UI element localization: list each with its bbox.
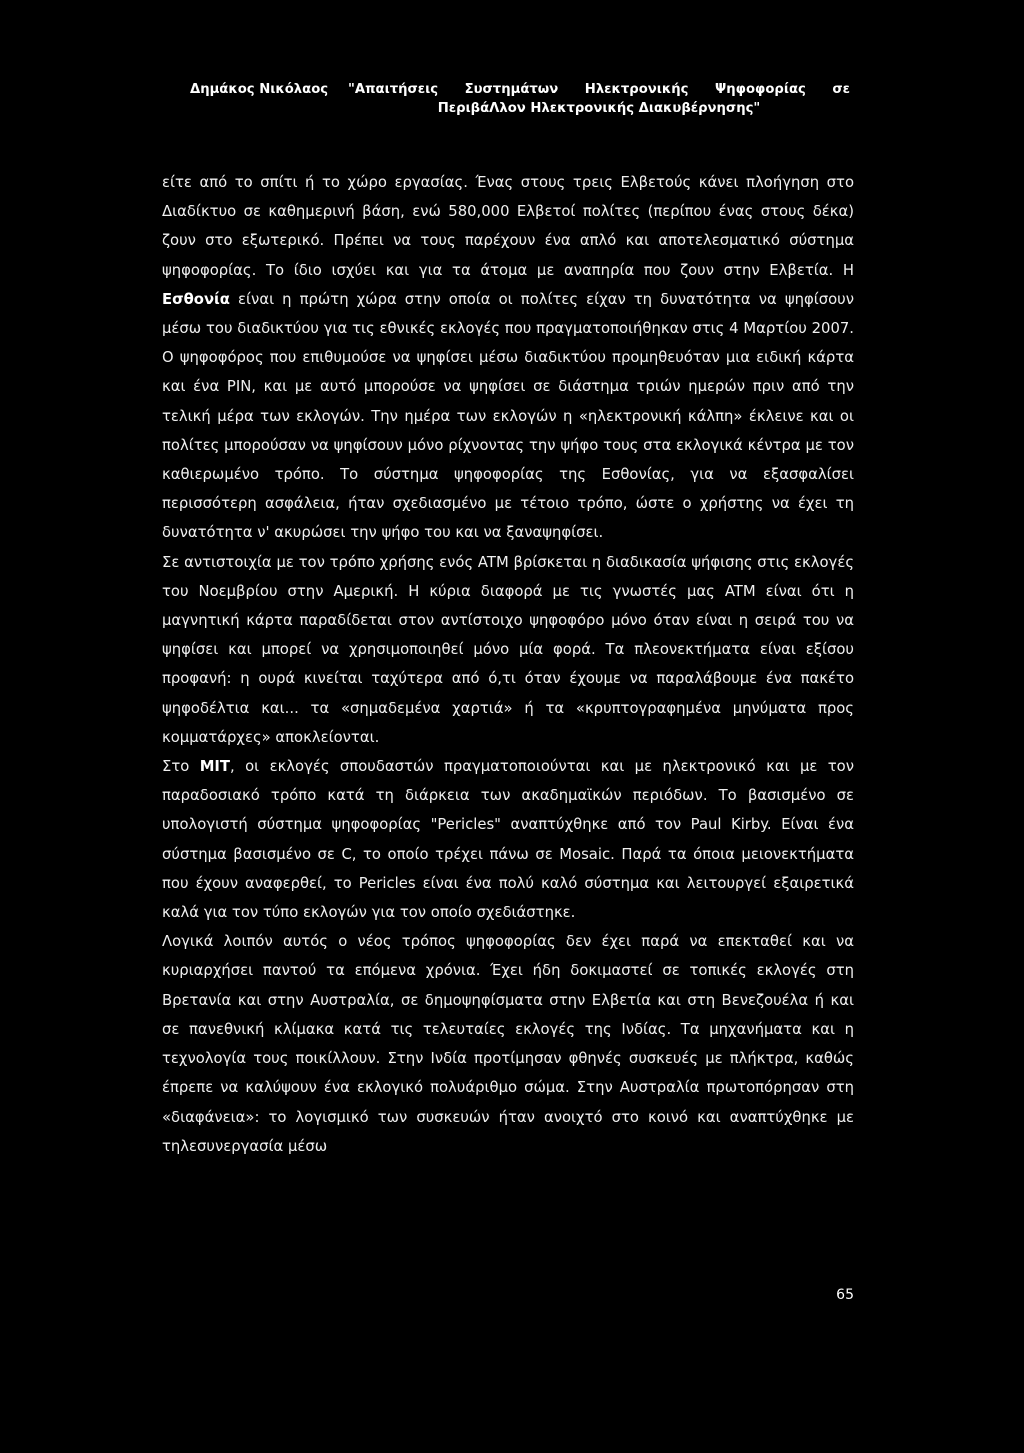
page-number: 65 [836,1287,854,1303]
paragraph-3 [162,752,854,927]
paragraph-1 [162,168,854,548]
header-author: Δημάκος Νικόλαος [190,82,329,97]
bold-term-mit: MIT [199,758,231,776]
paragraph-text: , οι εκλογές σπουδαστών πραγματοποιούνται και με ηλεκτρονικό και με τον παραδοσιακό τρόπο κατά τη διάρκεια των ακαδημαϊκών περιόδων. Το βασισμένο σε υπολογιστή σύστημα ψηφοφορίας "Pericles" αναπτύχθηκε από τον Paul Kirby. Είναι ένα σύστημα βασισμένο σε C, το οποίο τρέχει πάνω σε Mosaic. Παρά τα όποια μειονεκτήματα που έχουν αναφερθεί, το Pericles είναι ένα πολύ καλό σύστημα και λειτουργεί εξαιρετικά καλά για τον τύπο εκλογών για τον οποίο σχεδιάστηκε. [162,758,854,922]
paragraph-text: Σε αντιστοιχία με τον τρόπο χρήσης ενός ATM βρίσκεται η διαδικασία ψήφισης στις εκλογές του Νοεμβρίου στην Αμερική. Η κύρια διαφορά με τις γνωστές μας ATM είναι ότι η μαγνητική κάρτα παραδίδεται στον αντίστοιχο ψηφοφόρο μόνο όταν είναι η σειρά του να ψηφίσει και μπορεί να χρησιμοποιηθεί μόνο μία φορά. Τα πλεονεκτήματα είναι εξίσου προφανή: η ουρά κινείται ταχύτερα από ό,τι όταν έχουμε να παραλάβουμε ένα πακέτο ψηφοδέλτια και... τα «σημαδεμένα χαρτιά» ή τα «κρυπτογραφημένα μηνύματα προς κομματάρχες» αποκλείονται. [162,553,854,746]
paragraph-text: είναι η πρώτη χώρα στην οποία οι πολίτες είχαν τη δυνατότητα να ψηφίσουν μέσω του διαδικτύου για τις εθνικές εκλογές που πραγματοποιήθηκαν στις 4 Μαρτίου 2007. Ο ψηφοφόρος που επιθυμούσε να ψηφίσει μέσω διαδικτύου προμηθευόταν μια ειδική κάρτα και ένα PIN, και με αυτό μπορούσε να ψηφίσει σε διάστημα τριών ημερών πριν από την τελική μέρα των εκλογών. Την ημέρα των εκλογών η «ηλεκτρονική κάλπη» έκλεινε και οι πολίτες μπορούσαν να ψηφίσουν μόνο ρίχνοντας την ψήφο τους στα εκλογικά κέντρα με τον καθιερωμένο τρόπο. Το σύστημα ψηφοφορίας της Εσθονίας, για να εξασφαλίσει περισσότερη ασφάλεια, ήταν σχεδιασμένο με τέτοιο τρόπο, ώστε ο χρήστης να έχει τη δυνατότητα ν' ακυρώσει την ψήφο του και να ξαναψηφίσει. [162,290,854,542]
bold-term-estonia: Εσθονία [162,290,230,308]
paragraph-text: είτε από το σπίτι ή το χώρο εργασίας. Ένας στους τρεις Ελβετούς κάνει πλοήγηση στο Διαδίκτυο σε καθημερινή βάση, ενώ 580,000 Ελβετοί πολίτες (περίπου ένας στους δέκα) ζουν στο εξωτερικό. Πρέπει να τους παρέχουν ένα απλό και αποτελεσματικό σύστημα ψηφοφορίας. Το ίδιο ισχύει και για τα άτομα με αναπηρία που ζουν στην Ελβετία. Η [162,174,854,279]
paragraph-text: Στο [162,758,200,776]
paragraph-text: Λογικά λοιπόν αυτός ο νέος τρόπος ψηφοφορίας δεν έχει παρά να επεκταθεί και να κυριαρχήσει παντού τα επόμενα χρόνια. Έχει ήδη δοκιμαστεί σε τοπικές εκλογές στη Βρετανία και στην Αυστραλία, σε δημοψηφίσματα στην Ελβετία και στη Βενεζουέλα ή και σε πανεθνική κλίμακα κατά τις τελευταίες εκλογές της Ινδίας. Τα μηχανήματα και η τεχνολογία τους ποικίλλουν. Στην Ινδία προτίμησαν φθηνές συσκευές με πλήκτρα, καθώς έπρεπε να καλύψουν ένα εκλογικό πολυάριθμο σώμα. Στην Αυστραλία πρωτοπόρησαν στη «διαφάνεια»: το λογισμικό των συσκευών ήταν ανοιχτό στο κοινό και αναπτύχθηκε με τηλεσυνεργασία μέσω [162,933,854,1155]
paragraph-4 [162,927,854,1161]
header-document-title: "Απαιτήσεις Συστημάτων Ηλεκτρονικής Ψηφοφορίας σε ΠεριβάΛλον Ηλεκτρονικής Διακυβέρνησης" [348,82,850,116]
paragraph-2 [162,548,854,752]
body-text [162,168,854,1161]
